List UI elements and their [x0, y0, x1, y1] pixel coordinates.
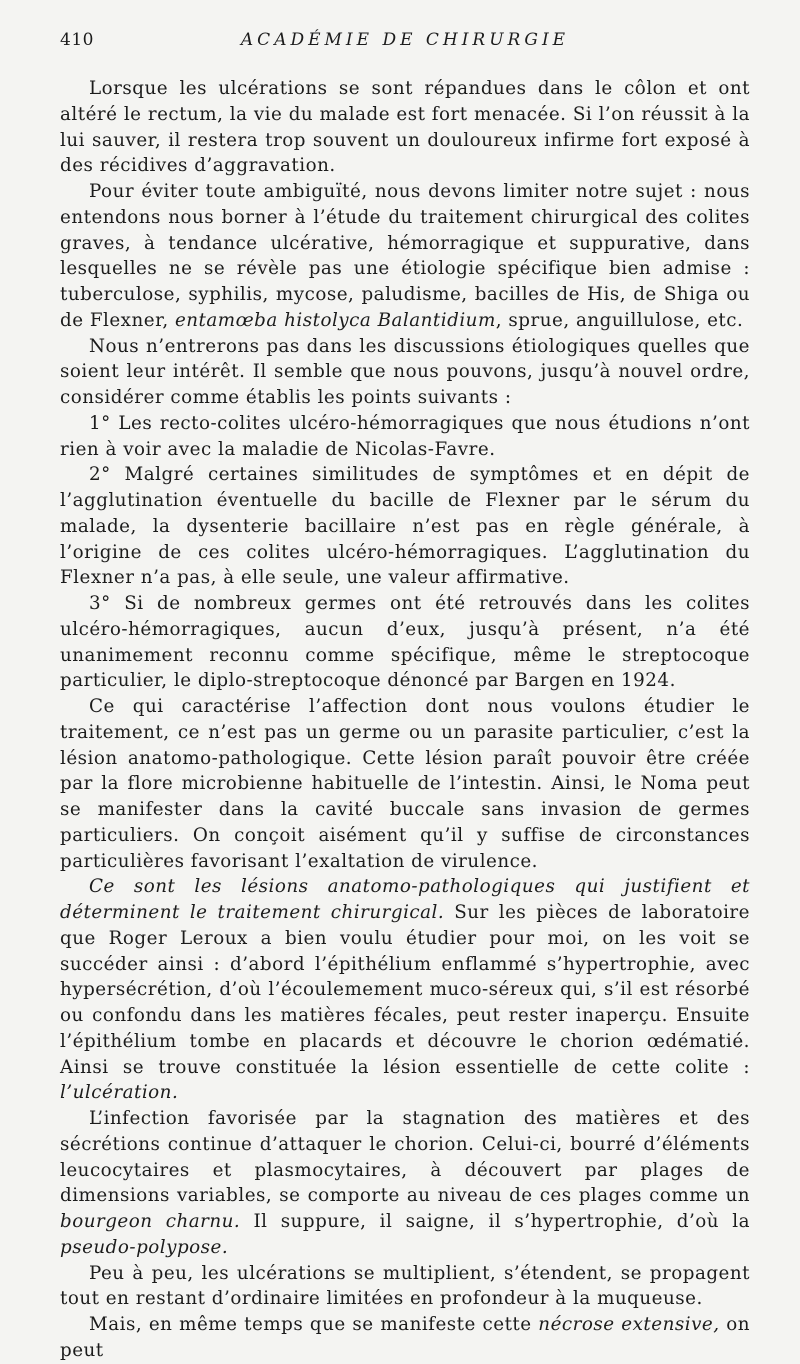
- paragraph: [60, 76, 750, 179]
- paragraph: [60, 694, 750, 874]
- page-header: [60, 30, 750, 54]
- paragraph: [60, 1261, 750, 1313]
- text-run: Il suppure, il saigne, il s’hypertrophie, d’où la: [240, 1211, 750, 1232]
- numbered-point: [60, 591, 750, 694]
- text-run: Peu à peu, les ulcérations se multiplient, s’étendent, se propagent tout en restant d’ordinaire limitées en profondeur à la muqueuse.: [60, 1262, 750, 1310]
- running-title: ACADÉMIE DE CHIRURGIE: [240, 30, 570, 50]
- italic-run: Ce sont les lésions anatomo-pathologiques qui justifient et déterminent le traitement chirurgical.: [60, 876, 750, 923]
- text-run: , sprue, anguillulose, etc.: [495, 309, 744, 331]
- paragraph: [60, 1106, 750, 1261]
- italic-run: pseudo-polypose.: [60, 1236, 229, 1258]
- text-run: Sur les pièces de laboratoire que Roger Leroux a bien voulu étudier pour moi, on les voit se succéder ainsi : d’abord l’épithélium enflammé s’hypertrophie, avec hypersécrétion, d’où l’écoulemement muco-séreux qui, s’il est résorbé ou confondu dans les matières fécales, peut rester inaperçu. Ensuite l’épithélium tombe en placards et découvre le chorion œdématié. Ainsi se trouve constituée la lésion essentielle de cette colite :: [60, 902, 750, 1078]
- italic-run: bourgeon charnu.: [60, 1211, 241, 1232]
- paragraph: [60, 179, 750, 334]
- body-text: [60, 76, 750, 1364]
- text-run: 2° Malgré certaines similitudes de symptômes et en dépit de l’agglutination éventuelle du bacille de Flexner par le sérum du malade, la dysenterie bacillaire n’est pas en règle générale, à l’origine de ces colites ulcéro-hémorragiques. L’agglutination du Flexner n’a pas, à elle seule, une valeur affirmative.: [60, 464, 750, 589]
- text-run: on peut: [60, 1314, 751, 1361]
- italic-run: l’ulcération.: [60, 1082, 179, 1104]
- text-run: Mais, en même temps que se manifeste cette: [89, 1314, 539, 1335]
- text-run: Pour éviter toute ambiguïté, nous devons limiter notre sujet : nous entendons nous borner à l’étude du traitement chirurgical des colites graves, à tendance ulcérative, hémorragique et suppurative, dans lesquelles ne se révèle pas une étiologie spécifique bien admise : tuberculose, syphilis, mycose, paludisme, bacilles de His, de Shiga ou de Flexner,: [60, 181, 750, 331]
- numbered-point: [60, 411, 750, 463]
- paragraph: [60, 1312, 750, 1364]
- text-run: 1° Les recto-colites ulcéro-hémorragiques que nous étudions n’ont rien à voir avec la maladie de Nicolas-Favre.: [60, 412, 750, 460]
- page-number: 410: [60, 30, 94, 50]
- text-run: Lorsque les ulcérations se sont répandues dans le côlon et ont altéré le rectum, la vie du malade est fort menacée. Si l’on réussit à la lui sauver, il restera trop souvent un douloureux infirme fort exposé à des récidives d’aggravation.: [60, 78, 750, 177]
- italic-run: entamœba histolyca Balantidium: [174, 309, 496, 331]
- paragraph: [60, 334, 750, 411]
- italic-run: nécrose extensive,: [538, 1314, 720, 1335]
- paragraph: [60, 874, 750, 1106]
- text-run: L’infection favorisée par la stagnation des matières et des sécrétions continue d’attaquer le chorion. Celui-ci, bourré d’éléments leucocytaires et plasmocytaires, à découvert par plages de dimensions variables, se comporte au niveau de ces plages comme un: [60, 1108, 750, 1207]
- text-run: Nous n’entrerons pas dans les discussions étiologiques quelles que soient leur intérêt. Il semble que nous pouvons, jusqu’à nouvel ordre, considérer comme établis les points suivants :: [60, 335, 750, 408]
- numbered-point: [60, 462, 750, 591]
- text-run: Ce qui caractérise l’affection dont nous voulons étudier le traitement, ce n’est pas un germe ou un parasite particulier, c’est la lésion anatomo-pathologique. Cette lésion paraît pouvoir être créée par la flore microbienne habituelle de l’intestin. Ainsi, le Noma peut se manifester dans la cavité buccale sans invasion de germes particuliers. On conçoit aisément qu’il y suffise de circonstances particulières favorisant l’exaltation de virulence.: [60, 696, 750, 872]
- text-run: 3° Si de nombreux germes ont été retrouvés dans les colites ulcéro-hémorragiques, aucun d’eux, jusqu’à présent, n’a été unanimement reconnu comme spécifique, même le streptocoque particulier, le diplo-streptocoque dénoncé par Bargen en 1924.: [60, 593, 750, 692]
